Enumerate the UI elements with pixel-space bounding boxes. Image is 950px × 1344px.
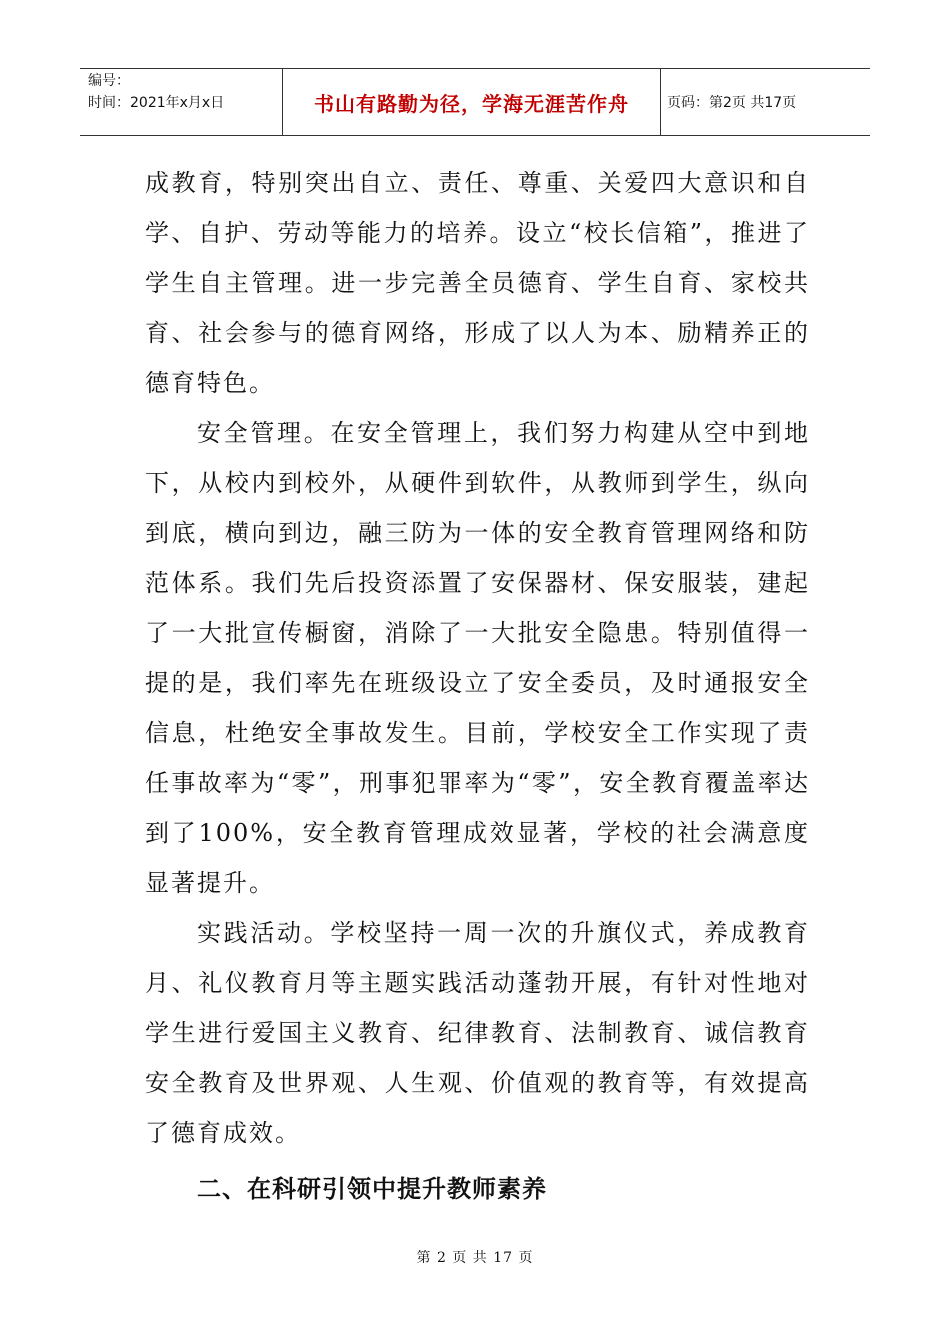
header-motto: 书山有路勤为径，学海无涯苦作舟 bbox=[283, 69, 661, 135]
document-body bbox=[145, 158, 810, 1214]
header-time: 时间：2021年x月x日 bbox=[88, 95, 225, 111]
header-page-number: 页码：第2页 共17页 bbox=[667, 95, 797, 111]
page-footer: 第 2 页 共 17 页 bbox=[416, 1250, 534, 1266]
section-heading: 二、在科研引领中提升教师素养 bbox=[197, 1175, 547, 1203]
header-meta bbox=[80, 69, 283, 135]
page-header bbox=[80, 68, 870, 136]
paragraph-practice-activities: 实践活动。学校坚持一周一次的升旗仪式，养成教育月、礼仪教育月等主题实践活动蓬勃开展，有针对性地对学生进行爱国主义教育、纪律教育、法制教育、诚信教育安全教育及世界观、人生观、价值观的教育等，有效提高了德育成效。 bbox=[145, 919, 810, 1147]
paragraph-continued: 成教育，特别突出自立、责任、尊重、关爱四大意识和自学、自护、劳动等能力的培养。设立“校长信箱”，推进了学生自主管理。进一步完善全员德育、学生自育、家校共育、社会参与的德育网络，形成了以人为本、励精养正的德育特色。 bbox=[145, 169, 810, 397]
header-number: 编号： bbox=[88, 73, 130, 89]
paragraph-safety-management: 安全管理。在安全管理上，我们努力构建从空中到地下，从校内到校外，从硬件到软件，从教师到学生，纵向到底，横向到边，融三防为一体的安全教育管理网络和防范体系。我们先后投资添置了安保器材、保安服装，建起了一大批宣传橱窗，消除了一大批安全隐患。特别值得一提的是，我们率先在班级设立了安全委员，及时通报安全信息，杜绝安全事故发生。目前，学校安全工作实现了责任事故率为“零”，刑事犯罪率为“零”，安全教育覆盖率达到了100%，安全教育管理成效显著，学校的社会满意度显著提升。 bbox=[145, 419, 810, 897]
